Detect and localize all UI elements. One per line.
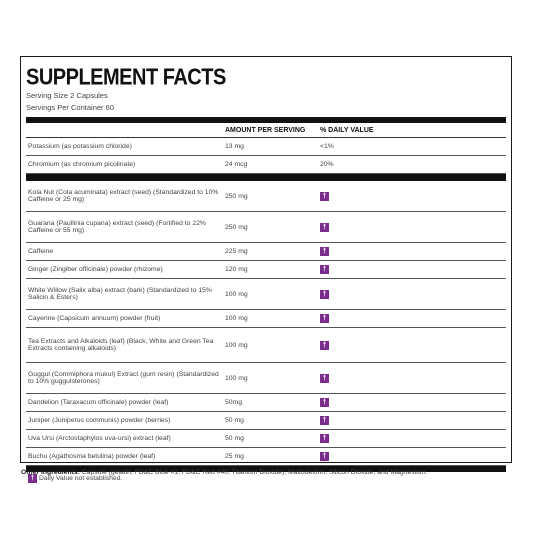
dagger-icon: †: [320, 265, 329, 274]
dagger-icon: †: [320, 290, 329, 299]
ingredient-amount: 13 mg: [225, 143, 244, 150]
serving-size: Serving Size 2 Capsules: [26, 91, 108, 100]
ingredient-amount: 25 mg: [225, 453, 244, 460]
ingredient-amount: 100 mg: [225, 374, 248, 382]
ingredient-name: Cayenne (Capsicum annuum) powder (fruit): [28, 314, 161, 322]
table-row: [26, 138, 506, 156]
ingredient-amount: 24 mcg: [225, 161, 248, 168]
servings-per-container: Servings Per Container 60: [26, 103, 114, 112]
other-ingredients-text: Capsule (gelatin, FD&C Blue #1, FD&C Red #40, Titanium Dioxide), Maltodextrin, Silicon Dioxide, and Magnesium.: [79, 469, 428, 476]
dagger-icon: †: [320, 398, 329, 407]
table-row: [26, 328, 506, 363]
ingredient-amount: 100 mg: [225, 341, 248, 349]
header-amount: AMOUNT PER SERVING: [225, 126, 306, 134]
table-row: [26, 363, 506, 394]
ingredient-dv: [320, 247, 420, 256]
ingredient-dv: [320, 434, 420, 443]
dagger-icon: †: [320, 374, 329, 383]
ingredient-name: Caffeine: [28, 247, 54, 255]
dagger-icon: †: [320, 314, 329, 323]
ingredient-rows: [26, 181, 506, 466]
table-row: [26, 261, 506, 279]
ingredient-dv: [320, 290, 420, 299]
ingredient-dv: [320, 265, 420, 274]
table-row: [26, 412, 506, 430]
dagger-icon: †: [320, 223, 329, 232]
header-dv: % DAILY VALUE: [320, 126, 374, 134]
table-header: [26, 123, 506, 138]
ingredient-name: Potassium (as potassium chloride): [28, 142, 132, 150]
vitamin-rows: [26, 138, 506, 174]
ingredient-amount: 50 mg: [225, 417, 244, 424]
ingredient-name: Ginger (Zingiber officinale) powder (rhizome): [28, 265, 163, 273]
ingredient-dv: [320, 341, 420, 350]
table-row: [26, 212, 506, 243]
table-row: [26, 279, 506, 310]
ingredient-dv: [320, 223, 420, 232]
ingredient-name: Tea Extracts and Alkaloids (leaf) (Black, White and Green Tea Extracts containing alkaloids): [28, 337, 214, 352]
ingredient-name: Chromium (as chromium picolinate): [28, 160, 136, 168]
ingredient-dv: 20%: [320, 161, 334, 168]
panel-title: SUPPLEMENT FACTS: [26, 65, 226, 91]
ingredient-dv: [320, 416, 420, 425]
ingredient-name: Buchu (Agathosma betulina) powder (leaf): [28, 452, 156, 460]
ingredient-amount: 50 mg: [225, 435, 244, 442]
ingredient-name: Kola Nut (Cola acuminata) extract (seed) (Standardized to 10% Caffeine or 25 mg): [28, 188, 219, 203]
dagger-icon: †: [320, 247, 329, 256]
table-row: [26, 310, 506, 328]
dagger-icon: †: [28, 474, 37, 483]
footnote-text: Daily Value not established.: [39, 475, 123, 482]
divider-thick: [26, 174, 506, 181]
ingredient-dv: [320, 398, 420, 407]
ingredient-name: Guggul (Commiphora mukul) Extract (gum resin) (Standardized to 10% guggulsterones): [28, 370, 219, 385]
table-row: [26, 181, 506, 212]
ingredient-dv: <1%: [320, 143, 334, 150]
ingredient-amount: 100 mg: [225, 315, 248, 322]
ingredient-dv: [320, 192, 420, 201]
table-row: [26, 394, 506, 412]
dagger-icon: †: [320, 192, 329, 201]
dagger-icon: †: [320, 341, 329, 350]
dagger-icon: †: [320, 416, 329, 425]
ingredient-amount: 225 mg: [225, 248, 248, 255]
ingredient-name: Guarana (Paullinia cupana) extract (seed) (Fortified to 22% Caffeine or 55 mg): [28, 219, 206, 234]
dagger-icon: †: [320, 434, 329, 443]
ingredient-name: White Willow (Salix alba) extract (bark) (Standardized to 15% Salicin & Esters): [28, 286, 212, 301]
dagger-icon: †: [320, 452, 329, 461]
ingredient-amount: 250 mg: [225, 223, 248, 231]
other-ingredients-label: Other Ingredients:: [21, 469, 80, 476]
table-row: [26, 243, 506, 261]
ingredient-name: Uva Ursi (Arctostaphylos uva-ursi) extract (leaf): [28, 434, 171, 442]
table-row: [26, 448, 506, 466]
ingredient-amount: 50mg: [225, 399, 243, 406]
table-row: [26, 156, 506, 174]
ingredient-name: Juniper (Juniperus communis) powder (berries): [28, 416, 171, 424]
ingredient-amount: 120 mg: [225, 266, 248, 273]
ingredient-amount: 250 mg: [225, 192, 248, 200]
other-ingredients: [21, 469, 521, 476]
ingredient-dv: [320, 452, 420, 461]
ingredient-amount: 100 mg: [225, 290, 248, 298]
ingredient-dv: [320, 314, 420, 323]
ingredient-dv: [320, 374, 420, 383]
ingredient-name: Dandelion (Taraxacum officinale) powder (leaf): [28, 398, 169, 406]
table-row: [26, 430, 506, 448]
